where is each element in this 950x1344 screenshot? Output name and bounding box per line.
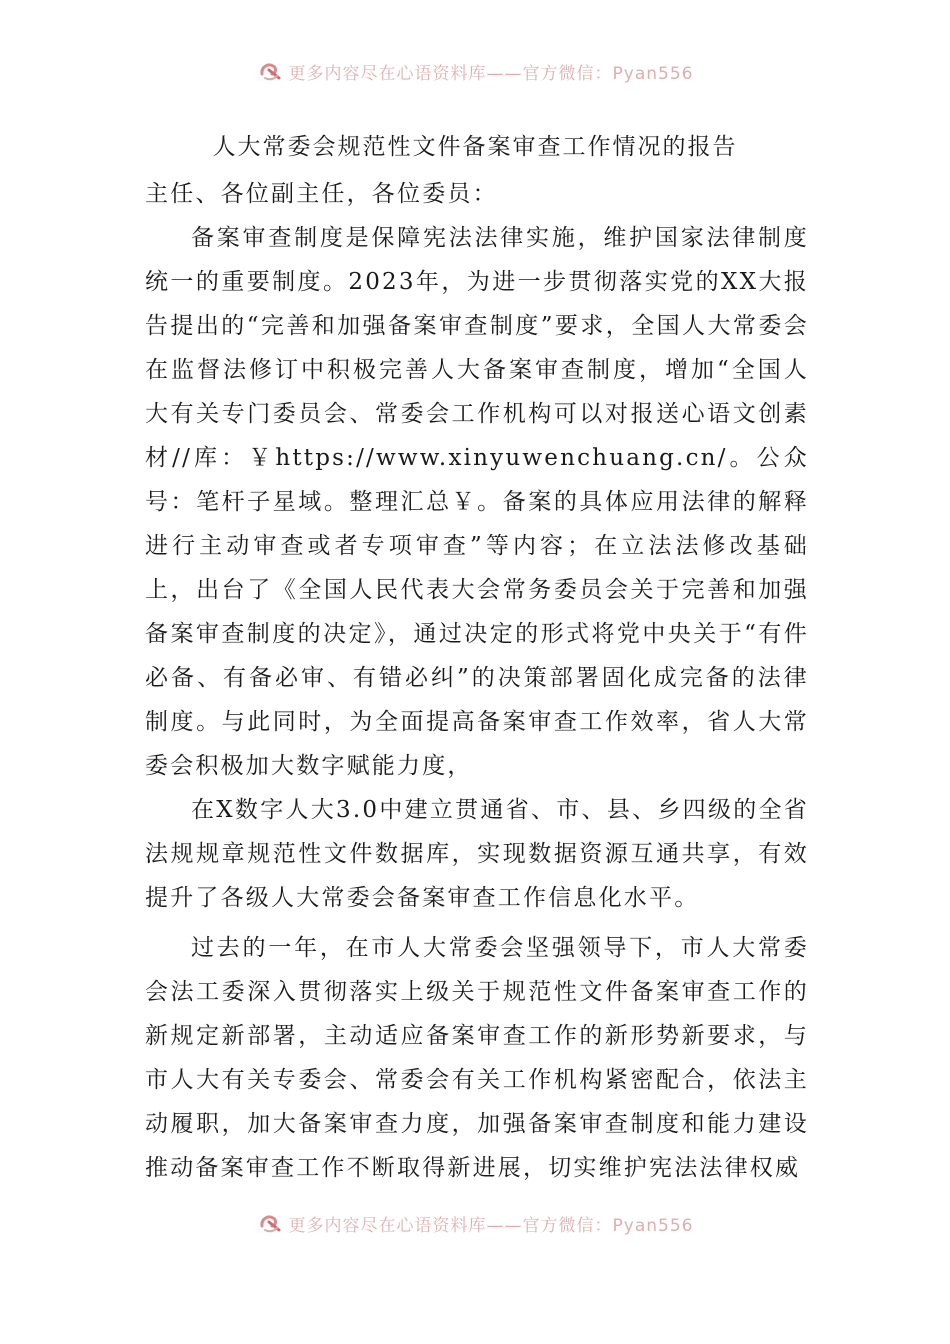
salutation: 主任、各位副主任，各位委员： (145, 181, 498, 207)
paragraph: 备案审查制度是保障宪法法律实施，维护国家法律制度统一的重要制度。2023年，为进一步贯彻落实党的XX大报告提出的“完善和加强备案审查制度”要求，全国人大常委会在监督法修订中积极完善人大备案审查制度，增加“全国人大有关专门委员会、常委会工作机构可以对报送心语文创素材//库：￥https://www.xinyuwenchuang.cn/。公众号：笔杆子星域。整理汇总￥。备案的具体应用法律的解释进行主动审查或者专项审查”等内容；在立法法修改基础上，出台了《全国人民代表大会常务委员会关于完善和加强备案审查制度的决定》，通过决定的形式将党中央关于“有件必备、有备必审、有错必纠”的决策部署固化成完备的法律制度。与此同时，为全面提高备案审查工作效率，省人大常委会积极加大数字赋能力度， (145, 225, 809, 779)
header-watermark (0, 54, 950, 88)
paragraph: 在X数字人大3.0中建立贯通省、市、县、乡四级的全省法规规章规范性文件数据库，实现数据资源互通共享，有效提升了各级人大常委会备案审查工作信息化水平。 (145, 797, 809, 911)
footer-watermark (0, 1206, 950, 1240)
watermark-logo-icon (257, 1210, 283, 1236)
document-title: 人大常委会规范性文件备案审查工作情况的报告 (212, 134, 738, 160)
watermark-text: 更多内容尽在心语资料库——官方微信：Pyan556 (288, 1215, 694, 1236)
watermark-text: 更多内容尽在心语资料库——官方微信：Pyan556 (288, 63, 694, 84)
paragraph: 过去的一年，在市人大常委会坚强领导下，市人大常委会法工委深入贯彻落实上级关于规范性文件备案审查工作的新规定新部署，主动适应备案审查工作的新形势新要求，与市人大有关专委会、常委会有关工作机构紧密配合，依法主动履职，加大备案审查力度，加强备案审查制度和能力建设推动备案审查工作不断取得新进展，切实维护宪法法律权威 (145, 935, 809, 1181)
watermark-logo-icon (257, 58, 283, 84)
document-body (145, 172, 809, 1190)
